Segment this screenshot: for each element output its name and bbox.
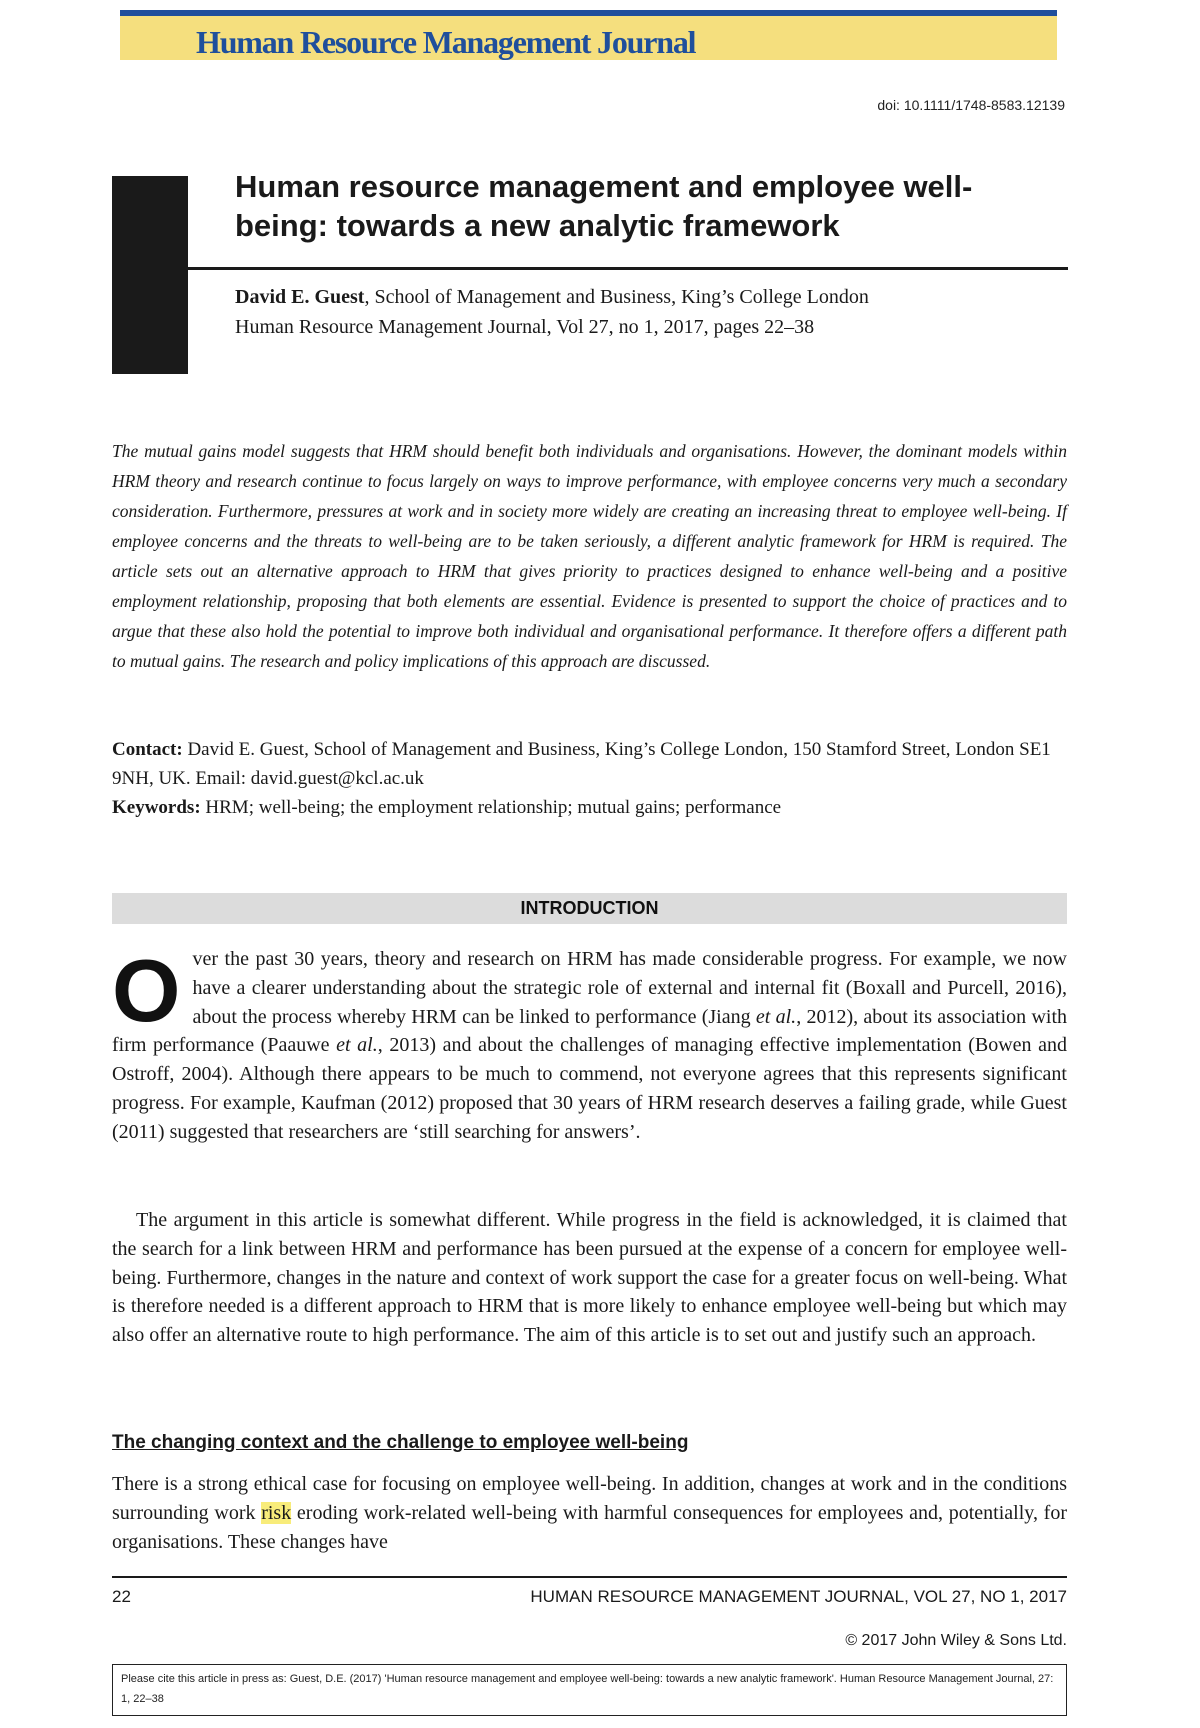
section-paragraph	[112, 1470, 1067, 1556]
section-heading: The changing context and the challenge to employee well-being	[112, 1432, 689, 1453]
p1-text-b: , 2012), about its association with firm performance (Paauwe	[112, 1005, 1067, 1057]
p1-etal-1: et al.	[755, 1005, 797, 1028]
introduction-heading: INTRODUCTION	[112, 893, 1067, 924]
author-affiliation: , School of Management and Business, King’s College London	[364, 286, 869, 308]
copyright: © 2017 John Wiley & Sons Ltd.	[845, 1632, 1067, 1649]
journal-header-banner	[120, 10, 1057, 60]
highlighted-word[interactable]: risk	[261, 1501, 292, 1524]
p1-text-c: , 2013) and about the challenges of managing effective implementation (Bowen and Ostroff, 2004). Although there appears to be much to commend, not everyone agrees that this represents significant progress. For example, Kaufman (2012) proposed that 30 years of HRM research deserves a failing grade, while Guest (2011) suggested that researchers are ‘still searching for answers’.	[112, 1034, 1067, 1143]
article-title: Human resource management and employee well-being: towards a new analytic framework	[235, 169, 973, 243]
title-rule	[188, 267, 1068, 270]
doi-label[interactable]: doi: 10.1111/1748-8583.12139	[877, 97, 1065, 113]
p1-etal-2: et al.	[336, 1034, 378, 1057]
author-block	[235, 282, 869, 342]
running-head: HUMAN RESOURCE MANAGEMENT JOURNAL, VOL 27, NO 1, 2017	[530, 1587, 1067, 1606]
citation-line: Human Resource Management Journal, Vol 27, no 1, 2017, pages 22–38	[235, 316, 815, 338]
p1-text-a: ver the past 30 years, theory and research on HRM has made considerable progress. For example, we now have a clearer understanding about the strategic role of external and internal fit (Boxall and Purcell, 2016), about the process whereby HRM can be linked to performance (Jiang	[192, 948, 1067, 1028]
intro-paragraph-2: The argument in this article is somewhat different. While progress in the field is acknowledged, it is claimed that the search for a link between HRM and performance has been pursued at the expense of a concern for employee well-being. Furthermore, changes in the nature and context of work support the case for a greater focus on well-being. What is therefore needed is a different approach to HRM that is more likely to enhance employee well-being but which may also offer an alternative route to high performance. The aim of this article is to set out and justify such an approach.	[112, 1209, 1067, 1347]
drop-cap: O	[112, 941, 181, 1040]
abstract: The mutual gains model suggests that HRM should benefit both individuals and organisations. However, the dominant models within HRM theory and research continue to focus largely on ways to improve performance, with employee concerns very much a secondary consideration. Furthermore, pressures at work and in society more widely are creating an increasing threat to employee well-being. If employee concerns and the threats to well-being are to be taken seriously, a different analytic framework for HRM is required. The article sets out an alternative approach to HRM that gives priority to practices designed to enhance well-being and a positive employment relationship, proposing that both elements are essential. Evidence is presented to support the choice of practices and to argue that these also hold the potential to improve both individual and organisational performance. It therefore offers a different path to mutual gains. The research and policy implications of this approach are discussed.	[112, 441, 1067, 671]
section-text-b: eroding work-related well-being with harmful consequences for employees and, potentially, for organisations. These changes have	[112, 1501, 1067, 1553]
author-line	[235, 282, 869, 312]
contact-info	[112, 735, 1067, 793]
journal-name: Human Resource Management Journal	[196, 24, 696, 60]
intro-paragraph-1	[112, 941, 1067, 1147]
keywords-label: Keywords:	[112, 797, 201, 818]
page-number: 22	[112, 1587, 131, 1606]
contact-text: David E. Guest, School of Management and Business, King’s College London, 150 Stamford Street, London SE1 9NH, UK. Email: david.guest@kcl.ac.uk	[112, 739, 1051, 789]
contact-label: Contact:	[112, 739, 183, 760]
footer-rule	[112, 1576, 1067, 1578]
keywords	[112, 793, 1067, 822]
section-text-a: There is a strong ethical case for focusing on employee well-being. In addition, changes at work and in the conditions surrounding work	[112, 1473, 1067, 1524]
keywords-text: HRM; well-being; the employment relationship; mutual gains; performance	[200, 797, 782, 818]
author-name: David E. Guest	[235, 286, 365, 308]
citation-notice-box: Please cite this article in press as: Guest, D.E. (2017) 'Human resource management and employee well-being: towards a new analytic framework'. Human Resource Management Journal, 27: 1, 22–38	[112, 1664, 1067, 1716]
title-accent-bar	[112, 176, 188, 374]
